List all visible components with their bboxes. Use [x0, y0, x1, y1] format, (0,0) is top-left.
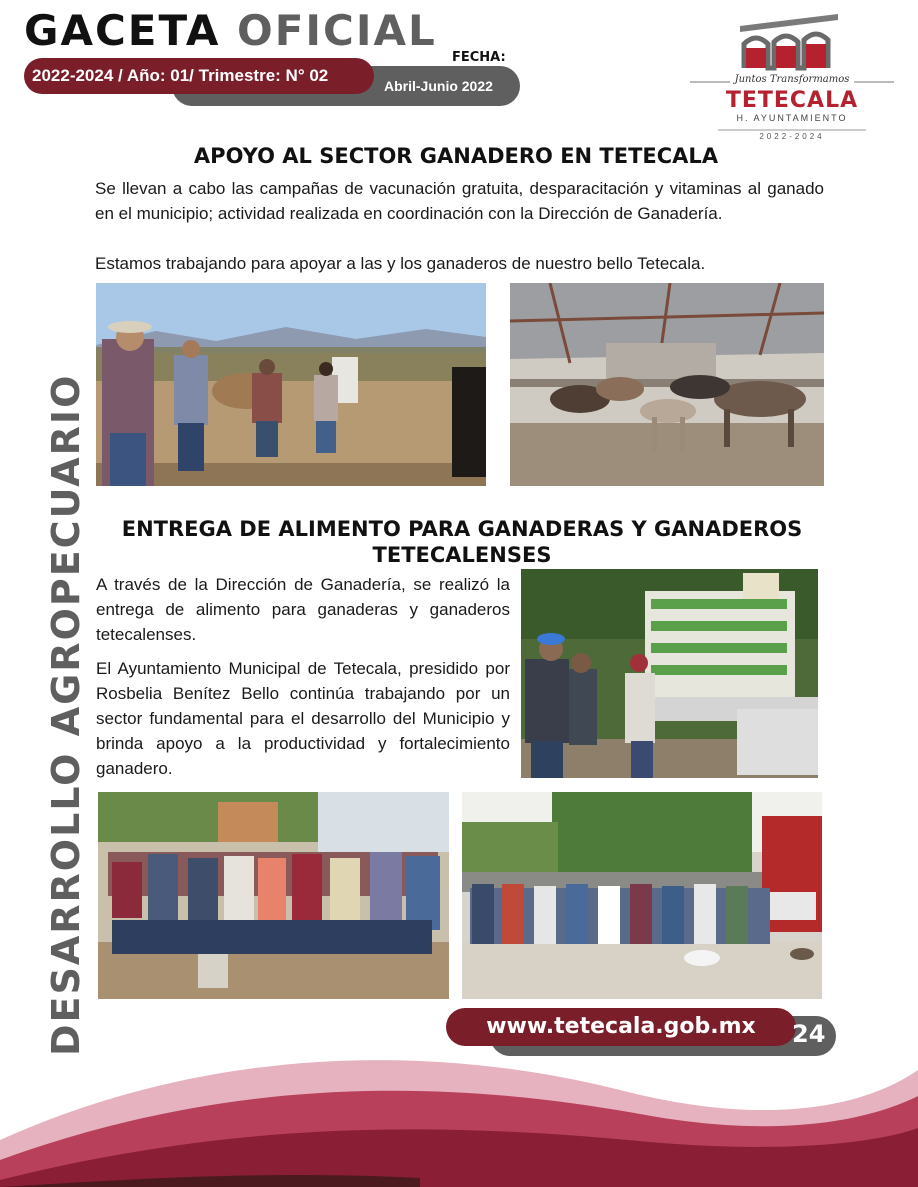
photo-feed-truck [521, 569, 818, 778]
date-label: FECHA: [452, 50, 506, 65]
logo-subtitle: H. AYUNTAMIENTO [736, 113, 848, 123]
section-label-vertical: DESARROLLO AGROPECUARIO [44, 373, 88, 1056]
article2-title: ENTREGA DE ALIMENTO PARA GANADERAS Y GANADEROS TETECALENSES [121, 517, 803, 567]
page-number: 24 [792, 1020, 826, 1048]
masthead-title-gaceta: GACETA [24, 6, 221, 55]
article1-paragraph1: Se llevan a cabo las campañas de vacunación gratuita, desparacitación y vitaminas al ganado en el municipio; actividad realizada en coordinación con la Dirección de Ganadería. [95, 179, 824, 223]
article1-title: APOYO AL SECTOR GANADERO EN TETECALA [193, 144, 719, 168]
ayuntamiento-building-icon [688, 10, 896, 72]
article2-paragraph2: El Ayuntamiento Municipal de Tetecala, presidido por Rosbelia Benítez Bello continúa trabajando por un sector fundamental para el desarrollo del Municipio y brinda apoyo a la productividad y fortalecimiento ganadero. [96, 659, 510, 778]
tetecala-logo [688, 10, 896, 145]
masthead-title-oficial: OFICIAL [237, 6, 437, 55]
logo-name: TETECALA [725, 88, 859, 113]
photo-ranchers-field [96, 283, 486, 486]
logo-years: 2022-2024 [759, 132, 825, 141]
photo-group-portrait-2 [462, 792, 822, 999]
photo-cattle-shed [510, 283, 824, 486]
issue-info-badge: 2022-2024 / Año: 01/ Trimestre: N° 02 [24, 58, 374, 94]
logo-motto: Juntos Transformamos [734, 74, 850, 85]
photo-group-portrait-1 [98, 792, 449, 999]
masthead-title [24, 6, 437, 56]
article2-paragraph1: A través de la Dirección de Ganadería, se realizó la entrega de alimento para ganaderas y ganaderos tetecalenses. [96, 575, 510, 644]
date-value: Abril-Junio 2022 [384, 78, 493, 94]
website-url[interactable]: www.tetecala.gob.mx [446, 1008, 796, 1046]
article1-paragraph2: Estamos trabajando para apoyar a las y los ganaderos de nuestro bello Tetecala. [95, 254, 706, 273]
